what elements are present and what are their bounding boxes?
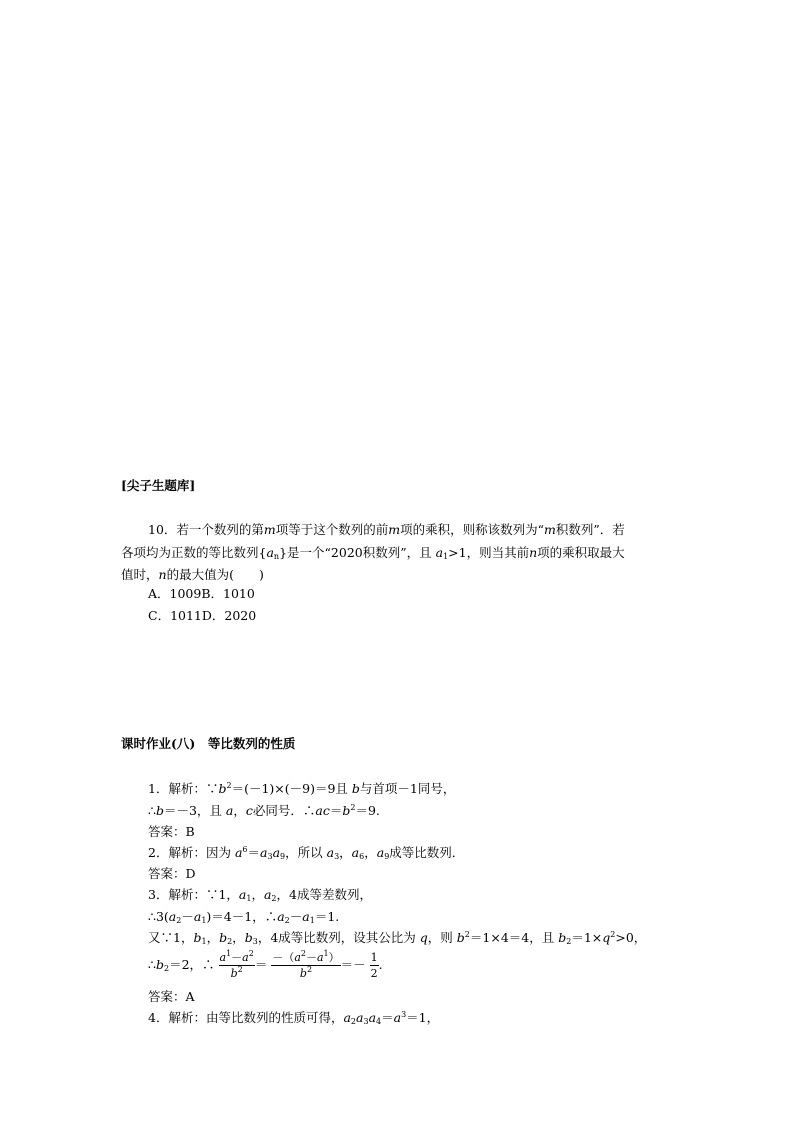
question-10-line-2: 各项均为正数的等比数列$\{a_n\}$是一个“2020积数列”，且 $a_1>1$，则当其前n项的乘积取最大 [121,545,625,561]
solution-3-line-2: $\therefore 3(a_2-a_1)=4-1$，$\therefore a_2-a_1=1$. [148,909,340,925]
solution-1-line-2: ∴b＝－3，且 a，c必同号．$\therefore ac=b^2=9$. [148,803,380,818]
solution-4: 4．解析：由等比数列的性质可得，$a_2a_3a_4=a^3=1$， [148,1010,440,1026]
solution-3-line-1: 3．解析：∵1，$a_1$，$a_2$，4成等差数列， [148,887,372,903]
fraction-2: $\frac{-(a^2-a^1)}{b^2}$ [272,949,340,980]
question-10-line-3: 值时，n的最大值为( ) [121,567,264,582]
answers-title: 课时作业(八) 等比数列的性质 [121,736,296,751]
solution-3-fraction-line: $\therefore b_2=2$，∴ $\frac{a^1-a^2}{b^2}$ ＝ $\frac{-(a^2-a^1)}{b^2}$ ＝－ $\frac{1}{2}$ . [148,949,383,980]
solution-3-line-3: 又∵1，$b_1$，$b_2$，$b_3$，4成等比数列，设其公比为 q，则 $b^2=1\times 4=4$，且 $b_2=1\times q^2>0$， [148,930,647,946]
answer-2: 答案：D [148,866,196,881]
question-10-line-1: 10．若一个数列的第m项等于这个数列的前m项的乘积，则称该数列为“m积数列”．若 [148,522,625,537]
solution-2: 2．解析：因为 $a^6=a_3a_9$，所以 $a_3$，$a_6$，$a_9$成等比数列． [148,845,465,861]
fraction-3: $\frac{1}{2}$ [370,951,378,980]
answer-3: 答案：A [148,989,195,1004]
answer-1: 答案：B [148,824,195,839]
options-a-b: A．1009B．1010 [148,586,255,601]
solution-1-line-1: 1．解析：$\because b^2=(-1)\times(-9)=9$且 b与首项－1同号， [148,781,456,796]
section-title: [尖子生题库] [121,478,196,493]
fraction-1: $\frac{a^1-a^2}{b^2}$ [219,949,254,980]
options-c-d: C．1011D．2020 [148,608,257,623]
